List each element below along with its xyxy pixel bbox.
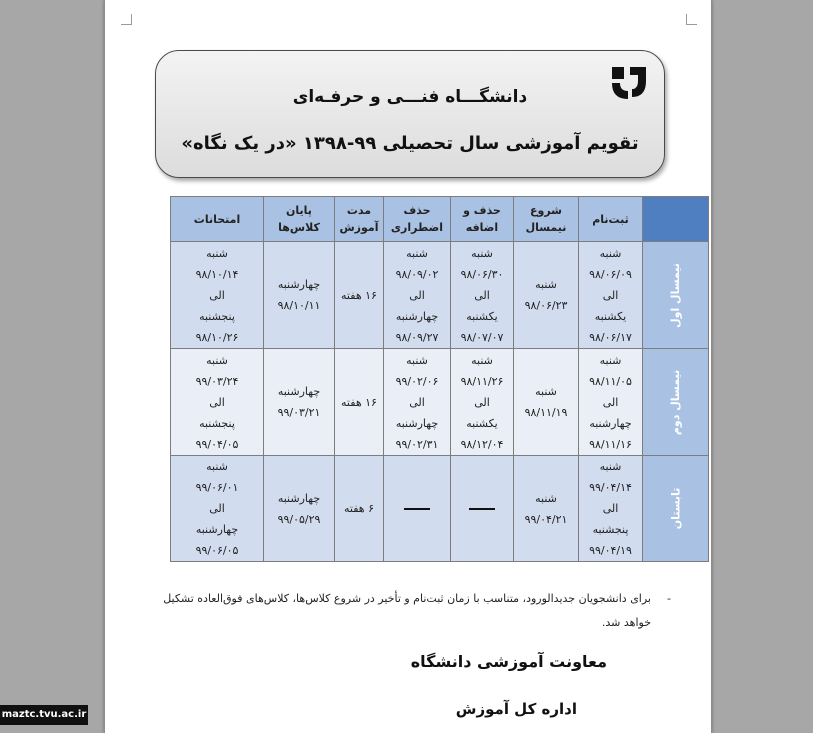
exams-cell	[171, 349, 264, 456]
signature-department: معاونت آموزشی دانشگاه	[410, 652, 607, 671]
cell-line: ۹۸/۱۱/۱۹	[524, 406, 568, 419]
semester-start-cell	[514, 349, 579, 456]
exams-cell	[171, 242, 264, 349]
cell-line: شنبه	[206, 460, 228, 473]
website-watermark: maztc.tvu.ac.ir	[0, 705, 88, 725]
add-drop-cell	[451, 242, 514, 349]
cell-line: پنجشنبه	[592, 523, 629, 536]
cell-line: یکشنبه	[594, 309, 627, 323]
cell-line: الی	[209, 502, 225, 515]
cell-line: شنبه	[406, 353, 428, 367]
document-page	[104, 0, 712, 733]
cell-line: چهارشنبه	[195, 523, 239, 536]
cell-line: ۹۸/۰۶/۲۳	[524, 299, 568, 312]
emergency-drop-cell	[384, 242, 451, 349]
semester-label	[643, 242, 709, 349]
cell-line: شنبه	[599, 246, 622, 260]
cell-line: الی	[602, 288, 619, 302]
cell-line: ۹۸/۱۲/۰۴	[460, 437, 504, 451]
semester-label-text: تابستان	[669, 487, 683, 530]
empty-dash	[404, 508, 430, 510]
cell-line: الی	[602, 395, 619, 409]
column-header: پایان کلاس‌ها	[264, 197, 335, 242]
cell-line: ۹۸/۱۱/۰۵	[589, 374, 632, 388]
cell-line: الی	[409, 395, 425, 409]
cell-line: یکشنبه	[466, 309, 498, 323]
cell-text: ۶ هفته	[343, 502, 374, 515]
cell-line: ۹۹/۰۴/۰۵	[195, 437, 239, 451]
cell-line: الی	[602, 502, 619, 515]
cell-line: الی	[209, 395, 225, 409]
cell-text: ۱۶ هفته	[341, 288, 377, 302]
cell-line: ۹۸/۱۱/۲۶	[460, 374, 504, 388]
duration-cell	[335, 349, 384, 456]
semester-label-text: نیمسال دوم	[669, 369, 683, 435]
cell-line: چهارشنبه	[395, 309, 439, 323]
add-drop-cell	[451, 349, 514, 456]
class-end-cell	[264, 456, 335, 562]
table-row	[171, 349, 709, 456]
cell-line: ۹۹/۰۳/۲۱	[277, 406, 321, 419]
cell-text: ۱۶ هفته	[341, 395, 377, 409]
cell-line: شنبه	[535, 385, 557, 398]
column-header: شروع نیمسال	[514, 197, 579, 242]
cell-line: شنبه	[406, 246, 428, 260]
cell-line: ۹۹/۰۳/۲۴	[195, 374, 239, 388]
cell-line: ۹۹/۰۴/۱۹	[589, 544, 632, 557]
cell-line: ۹۹/۰۴/۲۱	[524, 512, 568, 526]
cell-line: ۹۸/۰۹/۰۲	[395, 267, 439, 281]
cell-line: ۹۹/۰۲/۰۶	[395, 374, 439, 388]
table-row	[171, 242, 709, 349]
cell-line: چهارشنبه	[277, 491, 321, 505]
cell-line: شنبه	[471, 246, 493, 260]
cell-line: پنجشنبه	[199, 309, 235, 323]
semester-start-cell	[514, 242, 579, 349]
cell-line: ۹۸/۱۱/۱۶	[589, 437, 632, 451]
page-corner-mark	[686, 14, 697, 25]
footnote	[151, 587, 671, 635]
cell-line: پنجشنبه	[199, 416, 235, 430]
cell-line: چهارشنبه	[277, 278, 321, 291]
add-drop-cell	[451, 456, 514, 562]
cell-line: ۹۹/۰۶/۰۱	[195, 481, 239, 494]
cell-line: چهارشنبه	[589, 416, 632, 430]
cell-line: ۹۹/۰۴/۱۴	[589, 481, 632, 494]
page-corner-mark	[121, 14, 132, 25]
title-banner	[155, 50, 665, 178]
cell-line: شنبه	[535, 491, 557, 505]
registration-cell	[579, 242, 643, 349]
signature-office: اداره کل آموزش	[455, 700, 577, 718]
table-header-row	[171, 197, 709, 242]
emergency-drop-cell	[384, 456, 451, 562]
registration-cell	[579, 349, 643, 456]
cell-line: چهارشنبه	[277, 385, 321, 398]
cell-line: چهارشنبه	[395, 416, 439, 430]
cell-line: ۹۸/۱۰/۲۶	[195, 330, 239, 344]
cell-line: شنبه	[206, 246, 228, 260]
academic-calendar-table	[170, 196, 709, 562]
class-end-cell	[264, 349, 335, 456]
cell-line: ۹۸/۰۹/۲۷	[395, 330, 439, 344]
cell-line: الی	[474, 395, 490, 409]
cell-line: ۹۸/۰۷/۰۷	[460, 330, 504, 344]
registration-cell	[579, 456, 643, 562]
cell-line: شنبه	[471, 353, 493, 367]
footnote-text: برای دانشجویان جدیدالورود، متناسب با زمان ثبت‌نام و تأخیر در شروع کلاس‌ها، کلاس‌های فوق‌العاده تشکیل خواهد شد.	[163, 592, 651, 629]
class-end-cell	[264, 242, 335, 349]
emergency-drop-cell	[384, 349, 451, 456]
cell-line: الی	[209, 288, 225, 302]
column-header: حذف اضطراری	[384, 197, 451, 242]
cell-line: ۹۹/۰۲/۳۱	[395, 437, 439, 451]
cell-line: شنبه	[599, 353, 622, 367]
semester-label	[643, 349, 709, 456]
duration-cell	[335, 242, 384, 349]
column-header: حذف و اضافه	[451, 197, 514, 242]
cell-line: ۹۸/۰۶/۳۰	[460, 267, 504, 281]
column-header: ثبت‌نام	[579, 197, 643, 242]
column-header: مدت آموزش	[335, 197, 384, 242]
semester-start-cell	[514, 456, 579, 562]
semester-label-text: نیمسال اول	[669, 262, 683, 328]
cell-line: الی	[409, 288, 425, 302]
empty-dash	[469, 508, 495, 510]
cell-line: شنبه	[599, 460, 622, 473]
cell-line: ۹۸/۰۶/۱۷	[589, 330, 632, 344]
duration-cell	[335, 456, 384, 562]
cell-line: ۹۸/۱۰/۱۱	[277, 299, 321, 312]
cell-line: ۹۸/۱۰/۱۴	[195, 267, 239, 281]
university-name: دانشگـــاه فنـــی و حرفـه‌ای	[292, 87, 528, 107]
cell-line: شنبه	[535, 278, 557, 291]
column-header: امتحانات	[171, 197, 264, 242]
calendar-title: تقویم آموزشی سال تحصیلی ۹۹-۱۳۹۸ «در یک نگاه»	[181, 133, 639, 154]
header-corner-cell	[643, 197, 709, 242]
cell-line: شنبه	[206, 353, 228, 367]
cell-line: ۹۸/۰۶/۰۹	[589, 267, 632, 281]
exams-cell	[171, 456, 264, 562]
cell-line: ۹۹/۰۶/۰۵	[195, 544, 239, 557]
cell-line: الی	[474, 288, 490, 302]
table-row	[171, 456, 709, 562]
footnote-bullet: -	[667, 592, 671, 605]
cell-line: یکشنبه	[466, 416, 498, 430]
semester-label	[643, 456, 709, 562]
cell-line: ۹۹/۰۵/۲۹	[277, 512, 321, 526]
